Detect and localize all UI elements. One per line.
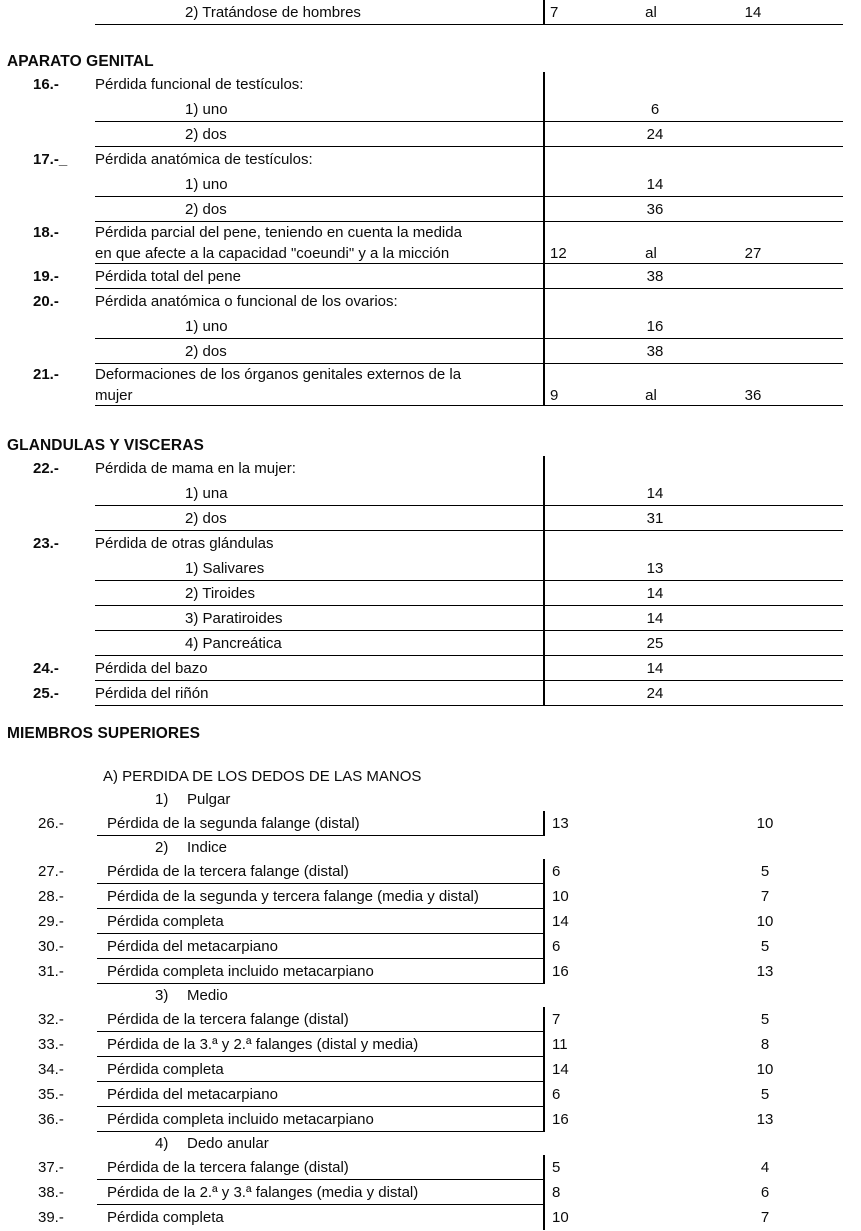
row-number: 38.- bbox=[38, 1184, 64, 1201]
finger-marker: 1) bbox=[155, 791, 169, 808]
value-single: 6 bbox=[650, 101, 660, 118]
table-row bbox=[0, 122, 861, 147]
table-row bbox=[0, 656, 861, 681]
row-description: Pérdida del metacarpiano bbox=[107, 938, 278, 955]
row-number: 20.- bbox=[33, 293, 59, 310]
row-description: Pérdida de la 3.ª y 2.ª falanges (distal y media) bbox=[107, 1036, 419, 1053]
value-cell bbox=[543, 859, 861, 884]
row-number: 27.- bbox=[38, 863, 64, 880]
table-row bbox=[0, 456, 861, 481]
section-heading: MIEMBROS SUPERIORES bbox=[7, 725, 201, 742]
row-description: 3) Paratiroides bbox=[185, 610, 283, 627]
value-single: 14 bbox=[646, 585, 664, 602]
row-description: 1) uno bbox=[185, 176, 228, 193]
row-description: 1) Salivares bbox=[185, 560, 265, 577]
column-divider-line bbox=[543, 289, 545, 314]
finger-heading bbox=[0, 836, 861, 859]
value-cell bbox=[543, 506, 861, 531]
value-range-to: 36 bbox=[744, 387, 762, 404]
row-description: Pérdida completa incluido metacarpiano bbox=[107, 1111, 374, 1128]
spacer bbox=[0, 744, 861, 766]
table-row bbox=[0, 364, 861, 406]
row-description: Pérdida del metacarpiano bbox=[107, 1086, 278, 1103]
value-col1: 11 bbox=[552, 1036, 568, 1053]
table-row bbox=[0, 72, 861, 97]
table-row bbox=[0, 1082, 861, 1107]
row-underline bbox=[95, 405, 843, 407]
row-number: 25.- bbox=[33, 685, 59, 702]
value-col1: 5 bbox=[552, 1159, 561, 1176]
value-range-to: 14 bbox=[744, 4, 762, 21]
table-row bbox=[0, 581, 861, 606]
value-single: 38 bbox=[646, 268, 664, 285]
finger-heading bbox=[0, 984, 861, 1007]
value-col2: 7 bbox=[760, 888, 770, 905]
finger-label: Pulgar bbox=[187, 791, 231, 808]
row-description: Pérdida del bazo bbox=[95, 660, 208, 677]
table-row bbox=[0, 631, 861, 656]
value-range-to: 27 bbox=[744, 245, 762, 262]
row-description: 1) uno bbox=[185, 101, 228, 118]
value-cell bbox=[543, 606, 861, 631]
value-cell bbox=[543, 339, 861, 364]
finger-marker: 4) bbox=[155, 1135, 169, 1152]
row-number: 24.- bbox=[33, 660, 59, 677]
section-heading: GLANDULAS Y VISCERAS bbox=[7, 437, 204, 454]
value-cell bbox=[543, 1057, 861, 1082]
row-number: 35.- bbox=[38, 1086, 64, 1103]
row-number: 17.-_ bbox=[33, 151, 68, 168]
value-col2: 4 bbox=[760, 1159, 770, 1176]
value-col1: 10 bbox=[552, 1209, 569, 1226]
row-number: 30.- bbox=[38, 938, 64, 955]
value-col2: 7 bbox=[760, 1209, 770, 1226]
value-col1: 6 bbox=[552, 863, 561, 880]
value-col1: 7 bbox=[552, 1011, 561, 1028]
row-description: Pérdida de la tercera falange (distal) bbox=[107, 1011, 349, 1028]
row-description: Pérdida de la tercera falange (distal) bbox=[107, 863, 349, 880]
value-cell bbox=[543, 811, 861, 836]
row-number-mark: _ bbox=[58, 151, 68, 168]
value-cell bbox=[543, 172, 861, 197]
value-cell bbox=[543, 556, 861, 581]
row-number: 16.- bbox=[33, 76, 59, 93]
value-col2: 6 bbox=[760, 1184, 770, 1201]
row-description: 1) uno bbox=[185, 318, 228, 335]
value-col1: 10 bbox=[552, 888, 569, 905]
value-cell bbox=[543, 656, 861, 681]
value-single: 24 bbox=[646, 685, 664, 702]
value-cell bbox=[543, 631, 861, 656]
column-divider-line bbox=[543, 531, 545, 556]
table-row bbox=[0, 147, 861, 172]
value-col1: 16 bbox=[552, 963, 569, 980]
value-col1: 8 bbox=[552, 1184, 561, 1201]
table-row bbox=[0, 811, 861, 836]
row-description: 1) una bbox=[185, 485, 228, 502]
table-row bbox=[0, 1032, 861, 1057]
value-col1: 14 bbox=[552, 1061, 569, 1078]
table-row bbox=[0, 1155, 861, 1180]
row-description: Pérdida del riñón bbox=[95, 685, 209, 702]
row-description: Pérdida de la segunda y tercera falange (media y distal) bbox=[107, 888, 479, 905]
row-underline bbox=[95, 24, 843, 26]
row-description: 4) Pancreática bbox=[185, 635, 282, 652]
value-col2: 5 bbox=[760, 863, 770, 880]
row-description: 2) dos bbox=[185, 201, 227, 218]
table-row bbox=[0, 481, 861, 506]
table-row bbox=[0, 531, 861, 556]
value-single: 16 bbox=[646, 318, 664, 335]
row-number: 32.- bbox=[38, 1011, 64, 1028]
row-underline bbox=[95, 705, 843, 707]
value-col1: 16 bbox=[552, 1111, 569, 1128]
column-divider-line bbox=[543, 147, 545, 172]
value-cell bbox=[543, 1155, 861, 1180]
value-col2: 10 bbox=[756, 913, 774, 930]
row-description: Pérdida anatómica de testículos: bbox=[95, 151, 313, 168]
finger-heading bbox=[0, 1132, 861, 1155]
value-cell bbox=[543, 1107, 861, 1132]
row-description-line2: mujer bbox=[95, 387, 133, 404]
row-number: 29.- bbox=[38, 913, 64, 930]
row-description: 2) Tratándose de hombres bbox=[185, 4, 361, 21]
row-description: 2) Tiroides bbox=[185, 585, 256, 602]
table-row bbox=[0, 1180, 861, 1205]
table-row bbox=[0, 556, 861, 581]
value-col1: 13 bbox=[552, 815, 569, 832]
table-row bbox=[0, 959, 861, 984]
row-description: Pérdida parcial del pene, teniendo en cuenta la medida bbox=[95, 224, 462, 241]
spacer bbox=[0, 706, 861, 724]
table-row bbox=[0, 884, 861, 909]
spacer bbox=[0, 25, 861, 52]
finger-label: Dedo anular bbox=[187, 1135, 269, 1152]
finger-marker: 2) bbox=[155, 839, 169, 856]
subsection-heading: A) PERDIDA DE LOS DEDOS DE LAS MANOS bbox=[103, 768, 422, 785]
value-cell bbox=[543, 681, 861, 706]
value-col2: 5 bbox=[760, 1086, 770, 1103]
row-description: Pérdida de la 2.ª y 3.ª falanges (media y distal) bbox=[107, 1184, 419, 1201]
value-range-word: al bbox=[645, 4, 657, 21]
value-col1: 14 bbox=[552, 913, 569, 930]
row-description: 2) dos bbox=[185, 510, 227, 527]
value-cell bbox=[543, 909, 861, 934]
table-row bbox=[0, 506, 861, 531]
value-col2: 8 bbox=[760, 1036, 770, 1053]
value-cell bbox=[543, 884, 861, 909]
value-single: 13 bbox=[646, 560, 664, 577]
row-number: 37.- bbox=[38, 1159, 64, 1176]
row-number: 28.- bbox=[38, 888, 64, 905]
value-range-from: 9 bbox=[550, 387, 559, 404]
table-row bbox=[0, 681, 861, 706]
row-description: Pérdida funcional de testículos: bbox=[95, 76, 304, 93]
value-cell bbox=[543, 481, 861, 506]
row-number: 22.- bbox=[33, 460, 59, 477]
table-row bbox=[0, 314, 861, 339]
value-single: 14 bbox=[646, 610, 664, 627]
value-cell bbox=[543, 0, 861, 25]
row-description: Pérdida de la tercera falange (distal) bbox=[107, 1159, 349, 1176]
value-col2: 10 bbox=[756, 1061, 774, 1078]
value-single: 36 bbox=[646, 201, 664, 218]
value-single: 38 bbox=[646, 343, 664, 360]
value-cell bbox=[543, 264, 861, 289]
row-description: Pérdida completa bbox=[107, 1209, 224, 1226]
row-description: Pérdida de mama en la mujer: bbox=[95, 460, 296, 477]
row-number: 39.- bbox=[38, 1209, 64, 1226]
value-cell bbox=[543, 314, 861, 339]
value-col2: 10 bbox=[756, 815, 774, 832]
table-row bbox=[0, 172, 861, 197]
table-row bbox=[0, 1007, 861, 1032]
table-row bbox=[0, 1057, 861, 1082]
table-row bbox=[0, 1205, 861, 1230]
table-row bbox=[0, 339, 861, 364]
row-description: Pérdida de la segunda falange (distal) bbox=[107, 815, 360, 832]
row-description: Pérdida de otras glándulas bbox=[95, 535, 274, 552]
value-cell bbox=[543, 1032, 861, 1057]
value-col2: 13 bbox=[756, 963, 774, 980]
value-cell bbox=[543, 122, 861, 147]
row-number: 26.- bbox=[38, 815, 64, 832]
row-number: 19.- bbox=[33, 268, 59, 285]
table-row bbox=[0, 859, 861, 884]
value-single: 14 bbox=[646, 660, 664, 677]
value-cell bbox=[543, 581, 861, 606]
table-row bbox=[0, 0, 861, 25]
row-description: Pérdida total del pene bbox=[95, 268, 241, 285]
value-single: 31 bbox=[646, 510, 664, 527]
row-description: 2) dos bbox=[185, 126, 227, 143]
row-number: 34.- bbox=[38, 1061, 64, 1078]
table-row bbox=[0, 934, 861, 959]
finger-label: Indice bbox=[187, 839, 228, 856]
table-row bbox=[0, 197, 861, 222]
value-cell bbox=[543, 97, 861, 122]
row-number: 18.- bbox=[33, 224, 59, 241]
value-single: 24 bbox=[646, 126, 664, 143]
row-description: Pérdida completa bbox=[107, 1061, 224, 1078]
value-col2: 13 bbox=[756, 1111, 774, 1128]
row-description: Pérdida anatómica o funcional de los ovarios: bbox=[95, 293, 398, 310]
value-col1: 6 bbox=[552, 1086, 561, 1103]
column-divider-line bbox=[543, 456, 545, 481]
value-cell bbox=[543, 243, 861, 264]
value-cell bbox=[543, 1007, 861, 1032]
row-number: 36.- bbox=[38, 1111, 64, 1128]
row-description: Pérdida completa bbox=[107, 913, 224, 930]
value-cell bbox=[543, 959, 861, 984]
value-col1: 6 bbox=[552, 938, 561, 955]
value-cell bbox=[543, 1082, 861, 1107]
table-row bbox=[0, 289, 861, 314]
table-row bbox=[0, 909, 861, 934]
value-single: 25 bbox=[646, 635, 664, 652]
table-row bbox=[0, 222, 861, 264]
value-cell bbox=[543, 385, 861, 406]
row-description-line2: en que afecte a la capacidad "coeundi" y a la micción bbox=[95, 245, 450, 262]
row-description: 2) dos bbox=[185, 343, 227, 360]
row-description: Deformaciones de los órganos genitales externos de la bbox=[95, 366, 462, 383]
row-description: Pérdida completa incluido metacarpiano bbox=[107, 963, 374, 980]
value-range-word: al bbox=[645, 387, 657, 404]
finger-heading bbox=[0, 788, 861, 811]
value-cell bbox=[543, 1205, 861, 1230]
value-cell bbox=[543, 197, 861, 222]
finger-marker: 3) bbox=[155, 987, 169, 1004]
table-row bbox=[0, 97, 861, 122]
value-range-from: 7 bbox=[550, 4, 559, 21]
row-number: 31.- bbox=[38, 963, 64, 980]
table-row bbox=[0, 606, 861, 631]
value-single: 14 bbox=[646, 485, 664, 502]
section-heading: APARATO GENITAL bbox=[7, 53, 154, 70]
table-row bbox=[0, 264, 861, 289]
column-divider-line bbox=[543, 72, 545, 97]
value-cell bbox=[543, 1180, 861, 1205]
value-col2: 5 bbox=[760, 1011, 770, 1028]
row-number: 33.- bbox=[38, 1036, 64, 1053]
finger-label: Medio bbox=[187, 987, 228, 1004]
spacer bbox=[0, 406, 861, 436]
value-single: 14 bbox=[646, 176, 664, 193]
row-number: 23.- bbox=[33, 535, 59, 552]
value-cell bbox=[543, 934, 861, 959]
value-col2: 5 bbox=[760, 938, 770, 955]
value-range-from: 12 bbox=[550, 245, 567, 262]
row-number: 21.- bbox=[33, 366, 59, 383]
value-range-word: al bbox=[645, 245, 657, 262]
table-row bbox=[0, 1107, 861, 1132]
